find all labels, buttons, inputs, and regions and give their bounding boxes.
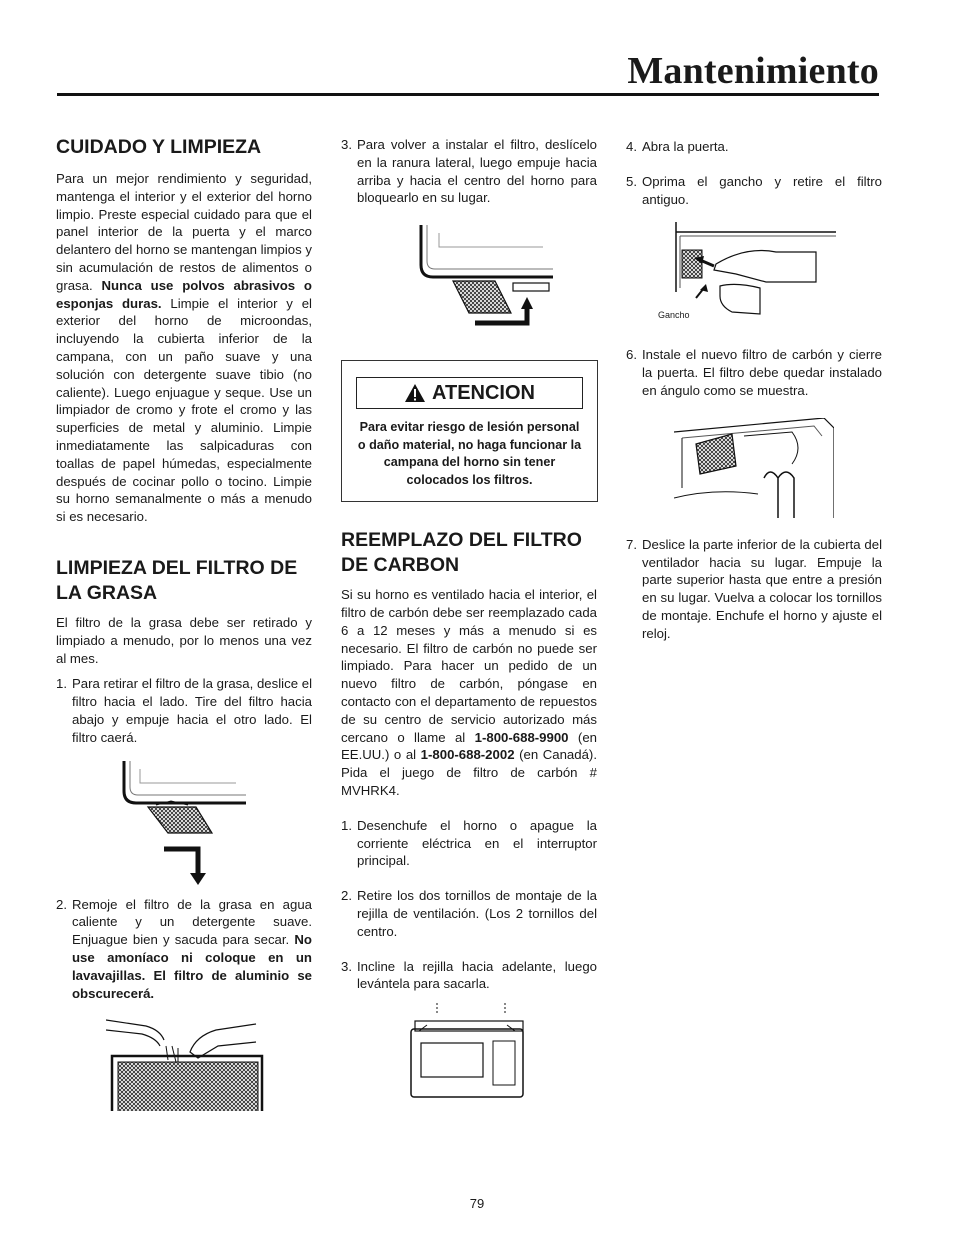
header-rule: [57, 93, 879, 96]
column-middle: [341, 130, 597, 1099]
carbon-step-2: 2. Retire los dos tornillos de montaje de la rejilla de ventilación. (Los 2 tornillos del centro.: [341, 888, 597, 939]
grasa-step-1: 1. Para retirar el filtro de la grasa, deslice el filtro hacia el lado. Tire del filtro hacia abajo y empuje hacia el otro lado. El filtro caerá.: [56, 676, 312, 745]
column-left: [56, 130, 312, 1111]
cuidado-heading: CUIDADO Y LIMPIEZA: [56, 136, 262, 158]
carbon-step-5: 5. Oprima el gancho y retire el filtro antiguo.: [626, 173, 882, 207]
carbon-step-6: 6. Instale el nuevo filtro de carbón y cierre la puerta. El filtro debe quedar instalado en ángulo como se muestra.: [626, 347, 882, 398]
warning-text: Para evitar riesgo de lesión personal o daño material, no haga funcionar la campana del horno sin tener colocados los filtros.: [357, 420, 582, 487]
grasa-step-3: 3. Para volver a instalar el filtro, deslícelo en la ranura lateral, luego empuje hacia arriba y hacia el centro del horno para bloquearlo en su lugar.: [341, 137, 597, 206]
page-title: Mantenimiento: [627, 50, 879, 92]
hook-label: Gancho: [658, 310, 690, 321]
carbon-heading: REEMPLAZO DEL FILTRO DE CARBON: [341, 529, 582, 577]
new-filter-illustration: [674, 418, 834, 518]
hook-figure: [656, 222, 836, 332]
warning-header: [356, 377, 583, 409]
filter-install-illustration: [403, 225, 553, 340]
warning-triangle-icon: [404, 383, 426, 403]
grasa-intro: El filtro de la grasa debe ser retirado y limpiado a menudo, por lo menos una vez al mes.: [56, 614, 312, 666]
carbon-step-3: 3. Incline la rejilla hacia adelante, luego levántela para sacarla.: [341, 958, 597, 992]
grasa-heading: LIMPIEZA DEL FILTRO DE LA GRASA: [56, 556, 298, 604]
carbon-intro: Si su horno es ventilado hacia el interior, el filtro de carbón debe ser reemplazado cada 6 a 12 meses y más a menudo si es necesario. El filtro de carbón no puede ser limpiado. Para hacer un pedido de un nuevo filtro de carbón, póngase en contacto con el departamento de repuestos de su centro de servicio autorizado más cercano o llame al 1-800-688-9900 (en EE.UU.) o al 1-800-688-2002 (en Canadá). Pida el juego de filtro de carbón # MVHRK4.: [341, 587, 597, 798]
cuidado-paragraph: Para un mejor rendimiento y seguridad, mantenga el interior y el exterior del horno limpio. Preste especial cuidado para que el panel interior de la puerta y el marco delantero del horno se mantengan limpios y sin acumulación de restos de alimentos o grasa. Nunca use polvos abrasivos o esponjas duras. Limpie el interior y el exterior del horno de microondas, incluyendo la cubierta inferior de la campana, con un paño suave y una solución con detergente suave tibio (no caliente). Luego enjuague y seque. Use un limpiador de cromo y frote el cromo y las superficies de metal y aluminio. Limpie inmediatamente las salpicaduras con toallas de papel húmedas, especialmente después de cocinar pollo o tocino. Limpie su horno semanalmente o más a menudo si es necesario.: [56, 171, 312, 525]
page-number: 79: [469, 1196, 485, 1211]
old-filter-removal-illustration: [656, 222, 836, 322]
carbon-step-4: 4. Abra la puerta.: [626, 139, 729, 154]
carbon-step-1: 1. Desenchufe el horno o apague la corriente eléctrica en el interruptor principal.: [341, 817, 597, 869]
column-right: [626, 130, 882, 643]
phone-us: 1-800-688-9900: [474, 729, 569, 745]
warning-box: [341, 360, 598, 502]
filter-removal-illustration: [116, 761, 246, 886]
grasa-step-2: 2. Remoje el filtro de la grasa en agua caliente y un detergente suave. Enjuague bien y sacuda para secar. No use amoníaco ni coloque en un lavavajillas. El filtro de aluminio se obscurecerá.: [56, 896, 312, 1001]
cuidado-bold: Nunca use polvos abrasivos o esponjas duras.: [56, 277, 312, 311]
warning-title: ATENCION: [432, 381, 535, 404]
filter-soak-illustration: [106, 1016, 266, 1111]
phone-canada: 1-800-688-2002: [420, 747, 515, 763]
carbon-step-7: 7. Deslice la parte inferior de la cubierta del ventilador hacia su lugar. Empuje la parte superior hasta que entre a presión en su lugar. Vuelva a colocar los tornillos de montaje. Enchufe el horno y ajuste el reloj.: [626, 536, 882, 641]
vent-grille-illustration: [407, 1003, 527, 1099]
